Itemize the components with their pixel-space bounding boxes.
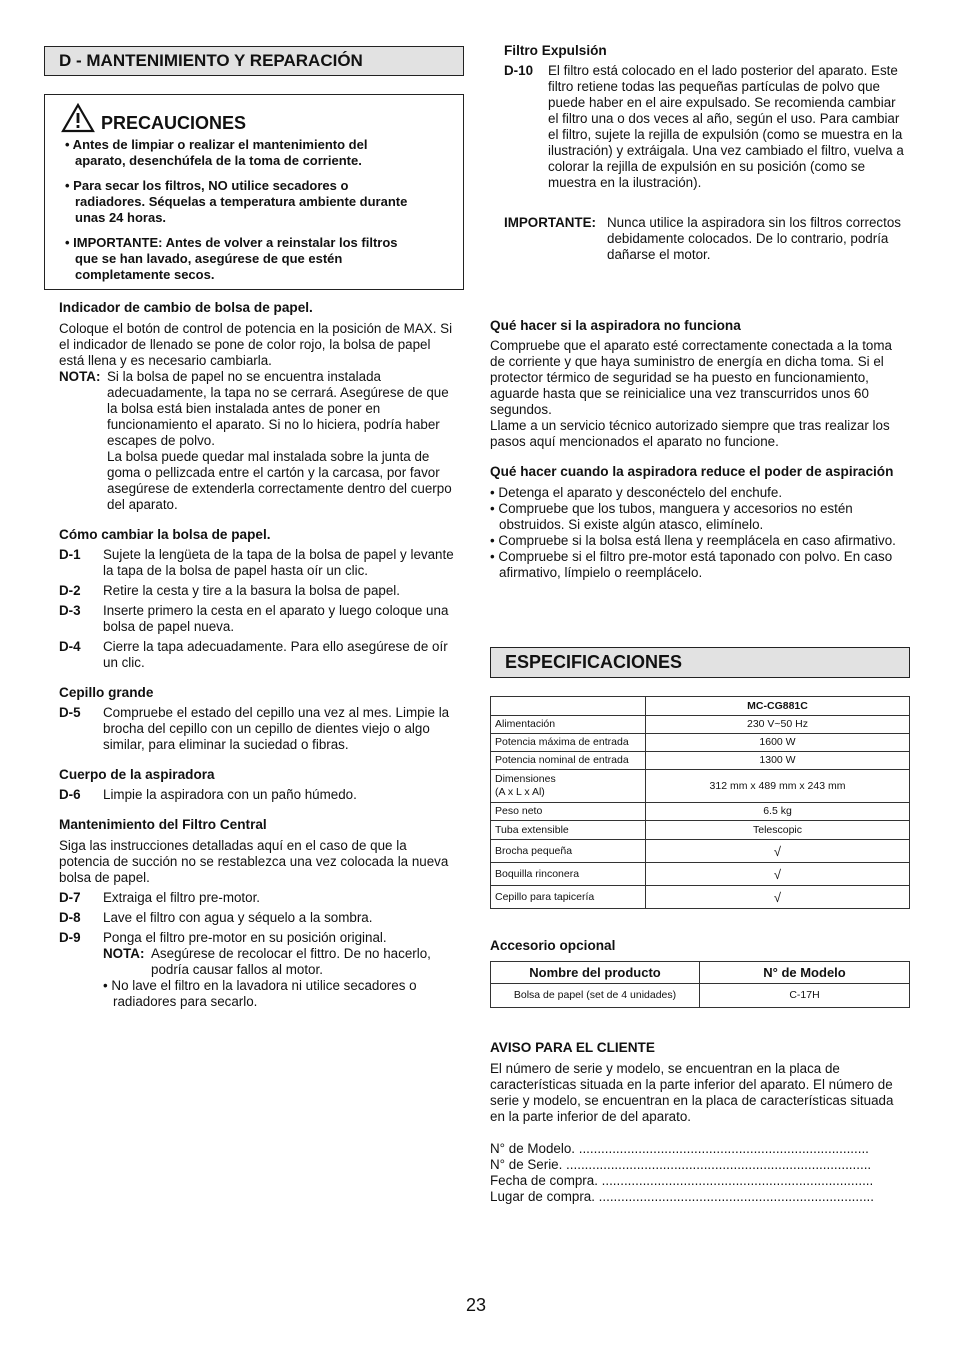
model-number: C-17H: [700, 984, 910, 1008]
spec-value: 230 V~50 Hz: [646, 716, 910, 734]
spec-value: 1300 W: [646, 752, 910, 770]
precautions-title: PRECAUCIONES: [101, 113, 247, 133]
step-text: Inserte primero la cesta en el aparato y luego coloque una bolsa de papel nueva.: [103, 603, 449, 634]
central-filter-title: Mantenimiento del Filtro Central: [59, 817, 267, 832]
step-label: D-10: [504, 63, 534, 78]
spec-value: √: [646, 886, 910, 909]
table-row: [491, 770, 910, 803]
spec-value: 1600 W: [646, 734, 910, 752]
precaution-item: • Para secar los filtros, NO utilice secadores o radiadores. Séquelas a temperatura ambiente durante unas 24 horas.: [65, 178, 408, 225]
step-label: D-2: [59, 583, 81, 598]
step-label: D-8: [59, 910, 81, 925]
precautions-box: [44, 94, 464, 290]
spec-value: √: [646, 863, 910, 886]
bag-indicator-title: Indicador de cambio de bolsa de papel.: [59, 300, 313, 315]
note-bullet: • No lave el filtro en la lavadora ni utilice secadores o radiadores para secarlo.: [103, 978, 417, 1009]
table-row: [491, 840, 910, 863]
reduced-power-item: • Compruebe si el filtro pre-motor está taponado con polvo. En caso afirmativo, límpielo o reemplácelo.: [490, 549, 893, 580]
table-row: [491, 803, 910, 821]
spec-value: Telescopic: [646, 821, 910, 840]
table-row: [491, 752, 910, 770]
precaution-item: • Antes de limpiar o realizar el mantenimiento del aparato, desenchúfela de la toma de corriente.: [65, 137, 368, 168]
optional-accessory-title: Accesorio opcional: [490, 938, 616, 953]
table-row: [491, 863, 910, 886]
purchase-place-field: Lugar de compra. ..........................................................................: [490, 1189, 874, 1204]
model-header: MC-CG881C: [646, 697, 910, 716]
spec-name: [491, 770, 646, 803]
section-title-specs: ESPECIFICACIONES: [490, 647, 910, 678]
not-working-title: Qué hacer si la aspiradora no funciona: [490, 318, 741, 333]
reduced-power-item: • Compruebe que los tubos, manguera y accesorios no estén obstruidos. Si existe algún atasco, elimínelo.: [490, 501, 853, 532]
reduced-power-title: Qué hacer cuando la aspiradora reduce el poder de aspiración: [490, 464, 894, 479]
column-header: N° de Modelo: [700, 962, 910, 984]
not-working-text: Llame a un servicio técnico autorizado siempre que tras realizar los pasos aquí mencionados el aparato no funcione.: [490, 418, 890, 449]
spec-value: 6.5 kg: [646, 803, 910, 821]
spec-name: Potencia nominal de entrada: [491, 752, 646, 770]
spec-value: √: [646, 840, 910, 863]
step-text: Sujete la lengüeta de la tapa de la bolsa de papel y levante la tapa de la bolsa de papel hasta oír un clic.: [103, 547, 454, 578]
bag-indicator-text: Coloque el botón de control de potencia en la posición de MAX. Si el indicador de llenado se pone de color rojo, la bolsa de papel está llena y es necesario cambiarla.: [59, 321, 453, 368]
step-label: D-5: [59, 705, 81, 720]
note-label: NOTA:: [59, 369, 101, 384]
step-text: Compruebe el estado del cepillo una vez al mes. Limpie la brocha del cepillo con un cepillo de dientes viejo o algo similar, para eliminar la suciedad o fibras.: [103, 705, 450, 752]
step-text: Retire la cesta y tire a la basura la bolsa de papel.: [103, 583, 400, 598]
spec-name: Alimentación: [491, 716, 646, 734]
step-label: D-4: [59, 639, 81, 654]
warning-icon: [61, 103, 95, 133]
not-working-text: Compruebe que el aparato esté correctamente conectada a la toma de corriente y que haya suministro de energía en dicha toma. Si el protector térmico de seguridad se ha puesto en funcionamiento, aguarde hasta que se reinicialice una vez transcurridos unos 60 segundos.: [490, 338, 892, 417]
note-text: Si la bolsa de papel no se encuentra instalada adecuadamente, la tapa no se cerrará. Asegúrese de que la bolsa está bien instalada antes de poner en funcionamiento el aparato. Si no lo hiciera, podría haber escapes de polvo.: [107, 369, 449, 448]
specs-table: [490, 696, 910, 909]
step-text: Lave el filtro con agua y séquelo a la sombra.: [103, 910, 373, 925]
serial-field: N° de Serie. ..................................................................................: [490, 1157, 872, 1172]
table-row: [491, 734, 910, 752]
reduced-power-item: • Compruebe si la bolsa está llena y reemplácela en caso afirmativo.: [490, 533, 896, 548]
customer-notice-text: El número de serie y modelo, se encuentran en la placa de características situada en la parte inferior del aparato. El número de serie y modelo, se encuentran en la placa de características situada en la parte inferior de del aparato.: [490, 1061, 894, 1124]
spec-name-line: (A x L x Al): [495, 786, 545, 798]
spec-name: Cepillo para tapicería: [491, 886, 646, 909]
model-field: N° de Modelo. ..............................................................................: [490, 1141, 869, 1156]
step-text: Cierre la tapa adecuadamente. Para ello asegúrese de oír un clic.: [103, 639, 448, 670]
step-label: D-9: [59, 930, 81, 945]
table-row: [491, 984, 910, 1008]
bag-change-title: Cómo cambiar la bolsa de papel.: [59, 527, 271, 542]
spec-name: Tuba extensible: [491, 821, 646, 840]
exhaust-filter-title: Filtro Expulsión: [504, 43, 607, 58]
table-row: [491, 886, 910, 909]
brush-title: Cepillo grande: [59, 685, 154, 700]
note-text: Asegúrese de recolocar el fittro. De no hacerlo, podría causar fallos al motor.: [151, 946, 431, 977]
step-text: Extraiga el filtro pre-motor.: [103, 890, 261, 905]
spec-name: Peso neto: [491, 803, 646, 821]
step-label: D-6: [59, 787, 81, 802]
important-label: IMPORTANTE:: [504, 215, 596, 230]
step-label: D-3: [59, 603, 81, 618]
reduced-power-item: • Detenga el aparato y desconéctelo del enchufe.: [490, 485, 783, 500]
note-text: La bolsa puede quedar mal instalada sobre la junta de goma o pellizcada entre el cartón y la carcasa, por favor asegúrese de extenderla correctamente dentro del cuerpo del aparato.: [107, 449, 452, 512]
precaution-item: • IMPORTANTE: Antes de volver a reinstalar los filtros que se han lavado, asegúrese de que estén completamente secos.: [65, 235, 398, 282]
table-cell: [491, 697, 646, 716]
important-text: Nunca utilice la aspiradora sin los filtros correctos debidamente colocados. De lo contrario, podría dañarse el motor.: [607, 215, 901, 262]
spec-name: Boquilla rinconera: [491, 863, 646, 886]
product-name: Bolsa de papel (set de 4 unidades): [491, 984, 700, 1008]
spec-value: 312 mm x 489 mm x 243 mm: [646, 770, 910, 803]
body-title: Cuerpo de la aspiradora: [59, 767, 215, 782]
note-label: NOTA:: [103, 946, 145, 961]
step-label: D-7: [59, 890, 81, 905]
step-text: El filtro está colocado en el lado posterior del aparato. Este filtro retiene todas las pequeñas partículas de polvo que puede haber en el aire expulsado. Se recomienda cambiar el filtro una o dos veces al año, según el uso. Para cambiar el filtro, sujete la rejilla de expulsión (como se muestra en la ilustración) y extráigala. Una vez cambiado el filtro, vuelva a colorar la rejilla de expulsión en su posición (como se muestra en la ilustración).: [548, 63, 904, 190]
column-header: Nombre del producto: [491, 962, 700, 984]
spec-name: Brocha pequeña: [491, 840, 646, 863]
purchase-date-field: Fecha de compra. .........................................................................: [490, 1173, 874, 1188]
table-row: [491, 821, 910, 840]
step-text: Ponga el filtro pre-motor en su posición original.: [103, 930, 387, 945]
spec-name-line: Dimensiones: [495, 773, 556, 785]
step-label: D-1: [59, 547, 81, 562]
spec-name: Potencia máxima de entrada: [491, 734, 646, 752]
page-number: 23: [466, 1295, 487, 1315]
customer-notice-title: AVISO PARA EL CLIENTE: [490, 1040, 655, 1055]
section-title-maintenance: D - MANTENIMIENTO Y REPARACIÓN: [44, 46, 464, 76]
step-text: Limpie la aspiradora con un paño húmedo.: [103, 787, 357, 802]
central-filter-text: Siga las instrucciones detalladas aquí en el caso de que la potencia de succión no se restablezca una vez colocada la nueva bolsa de papel.: [59, 838, 449, 885]
optional-accessory-table: [490, 961, 910, 1008]
table-row: [491, 716, 910, 734]
